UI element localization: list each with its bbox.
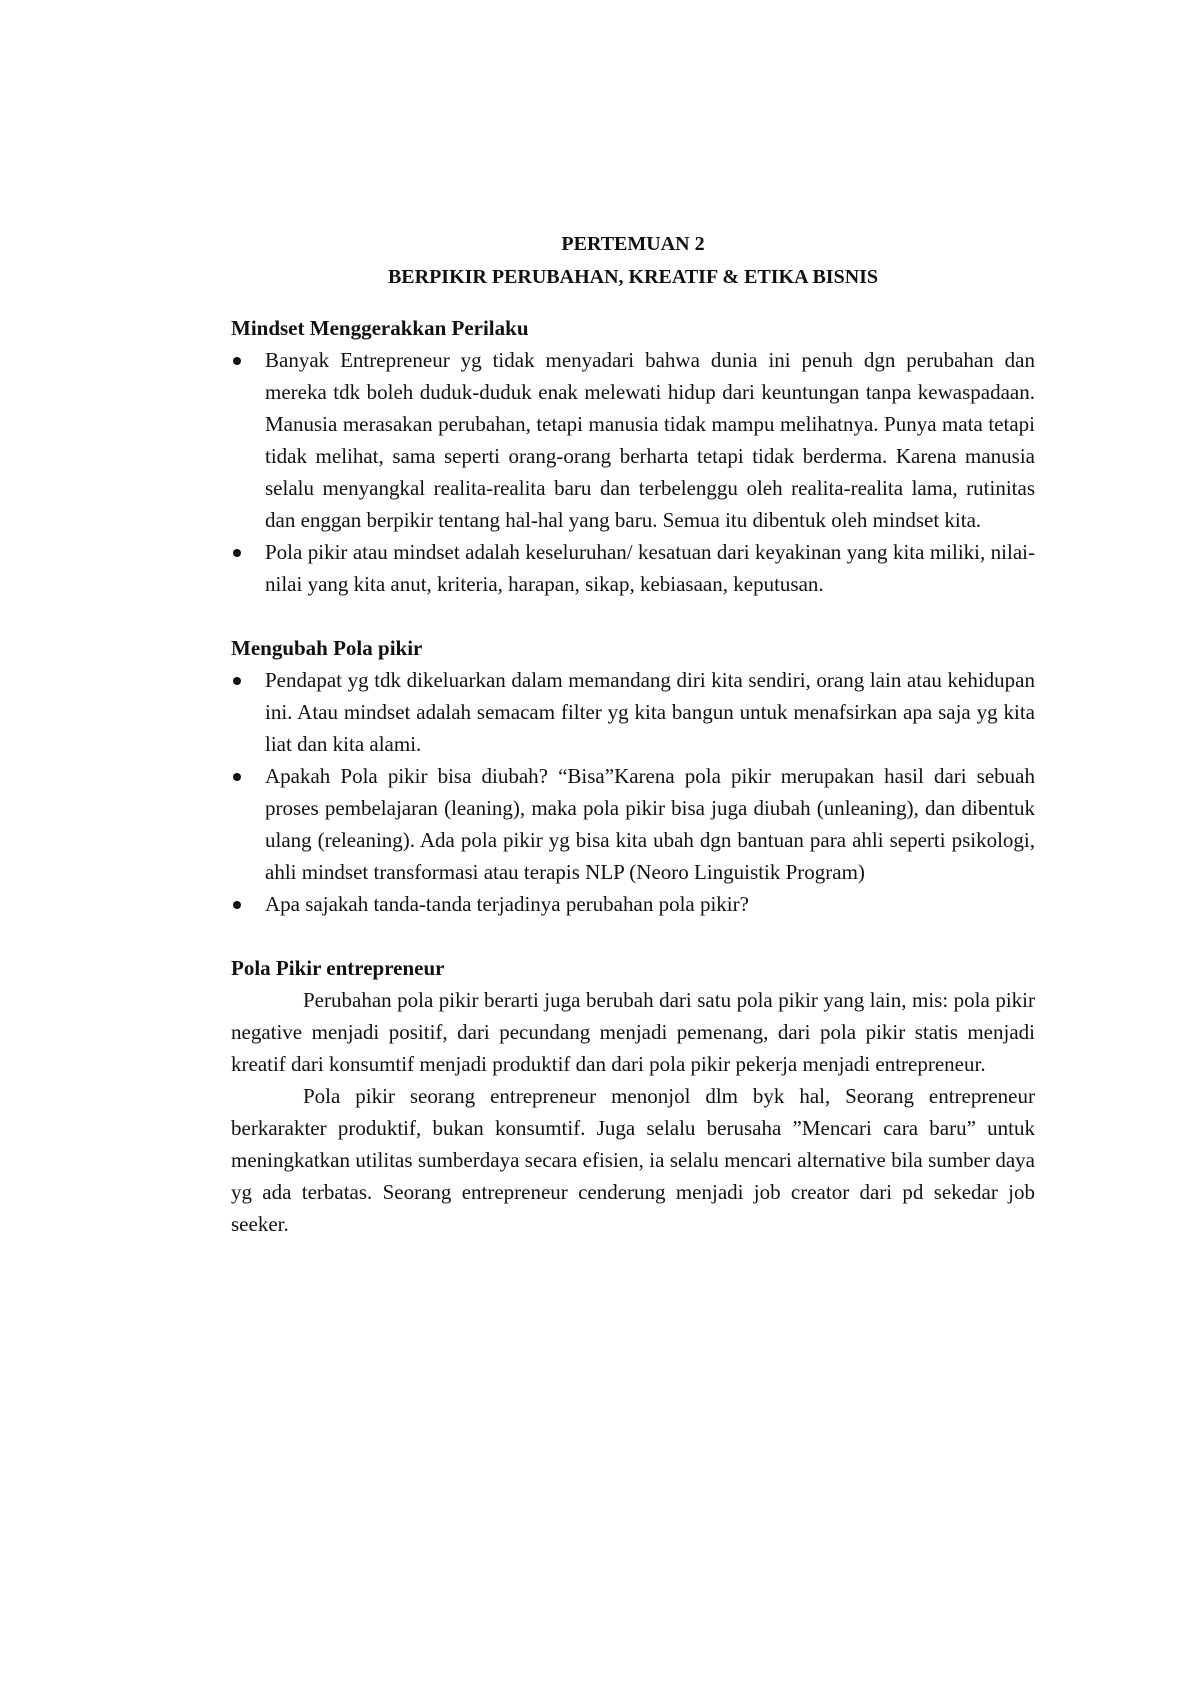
bullet-list [231, 664, 1035, 920]
list-item-text: Pola pikir atau mindset adalah keseluruhan/ kesatuan dari keyakinan yang kita miliki, nilai-nilai yang kita anut, kriteria, harapan, sikap, kebiasaan, keputusan. [265, 540, 1035, 596]
paragraph: Pola pikir seorang entrepreneur menonjol dlm byk hal, Seorang entrepreneur berkarakter produktif, bukan konsumtif. Juga selalu berusaha ”Mencari cara baru” untuk meningkatkan utilitas sumberdaya secara efisien, ia selalu mencari alternative bila sumber daya yg ada terbatas. Seorang entrepreneur cenderung menjadi job creator dari pd sekedar job seeker. [231, 1084, 1035, 1236]
list-item [231, 760, 1035, 888]
list-item [231, 888, 1035, 920]
list-item-text: Pendapat yg tdk dikeluarkan dalam memandang diri kita sendiri, orang lain atau kehidupan ini. Atau mindset adalah semacam filter yg kita bangun untuk menafsirkan apa saja yg kita liat dan kita alami. [265, 668, 1035, 756]
list-item-text: Apa sajakah tanda-tanda terjadinya perubahan pola pikir? [265, 892, 749, 916]
list-item-text: Apakah Pola pikir bisa diubah? “Bisa”Karena pola pikir merupakan hasil dari sebuah proses pembelajaran (leaning), maka pola pikir bisa juga diubah (unleaning), dan dibentuk ulang (releaning). Ada pola pikir yg bisa kita ubah dgn bantuan para ahli seperti psikologi, ahli mindset transformasi atau terapis NLP (Neoro Linguistik Program) [265, 764, 1035, 884]
section-pola-pikir-entrepreneur [231, 952, 1035, 1240]
paragraph: Perubahan pola pikir berarti juga berubah dari satu pola pikir yang lain, mis: pola pikir negative menjadi positif, dari pecundang menjadi pemenang, dari pola pikir statis menjadi kreatif dari konsumtif menjadi produktif dan dari pola pikir pekerja menjadi entrepreneur. [231, 988, 1035, 1076]
list-item [231, 344, 1035, 536]
bullet-icon [233, 677, 241, 685]
title-line-2: BERPIKIR PERUBAHAN, KREATIF & ETIKA BISNIS [387, 266, 879, 288]
bullet-icon [233, 901, 241, 909]
bullet-icon [233, 773, 241, 781]
document-title [231, 228, 1035, 294]
section-heading: Mengubah Pola pikir [231, 636, 423, 660]
section-heading: Pola Pikir entrepreneur [231, 956, 445, 980]
bullet-icon [233, 549, 241, 557]
list-item-text: Banyak Entrepreneur yg tidak menyadari bahwa dunia ini penuh dgn perubahan dan mereka tdk boleh duduk-duduk enak melewati hidup dari keuntungan tanpa kewaspadaan. Manusia merasakan perubahan, tetapi manusia tidak mampu melihatnya. Punya mata tetapi tidak melihat, sama seperti orang-orang berharta tetapi tidak berderma. Karena manusia selalu menyangkal realita-realita baru dan terbelenggu oleh realita-realita lama, rutinitas dan enggan berpikir tentang hal-hal yang baru. Semua itu dibentuk oleh mindset kita. [265, 348, 1035, 532]
list-item [231, 664, 1035, 760]
title-line-1: PERTEMUAN 2 [561, 233, 705, 255]
list-item [231, 536, 1035, 600]
section-mindset [231, 312, 1035, 600]
bullet-icon [233, 357, 241, 365]
section-mengubah-pola-pikir [231, 632, 1035, 920]
document-page [231, 228, 1035, 1240]
bullet-list [231, 344, 1035, 600]
section-heading: Mindset Menggerakkan Perilaku [231, 316, 529, 340]
